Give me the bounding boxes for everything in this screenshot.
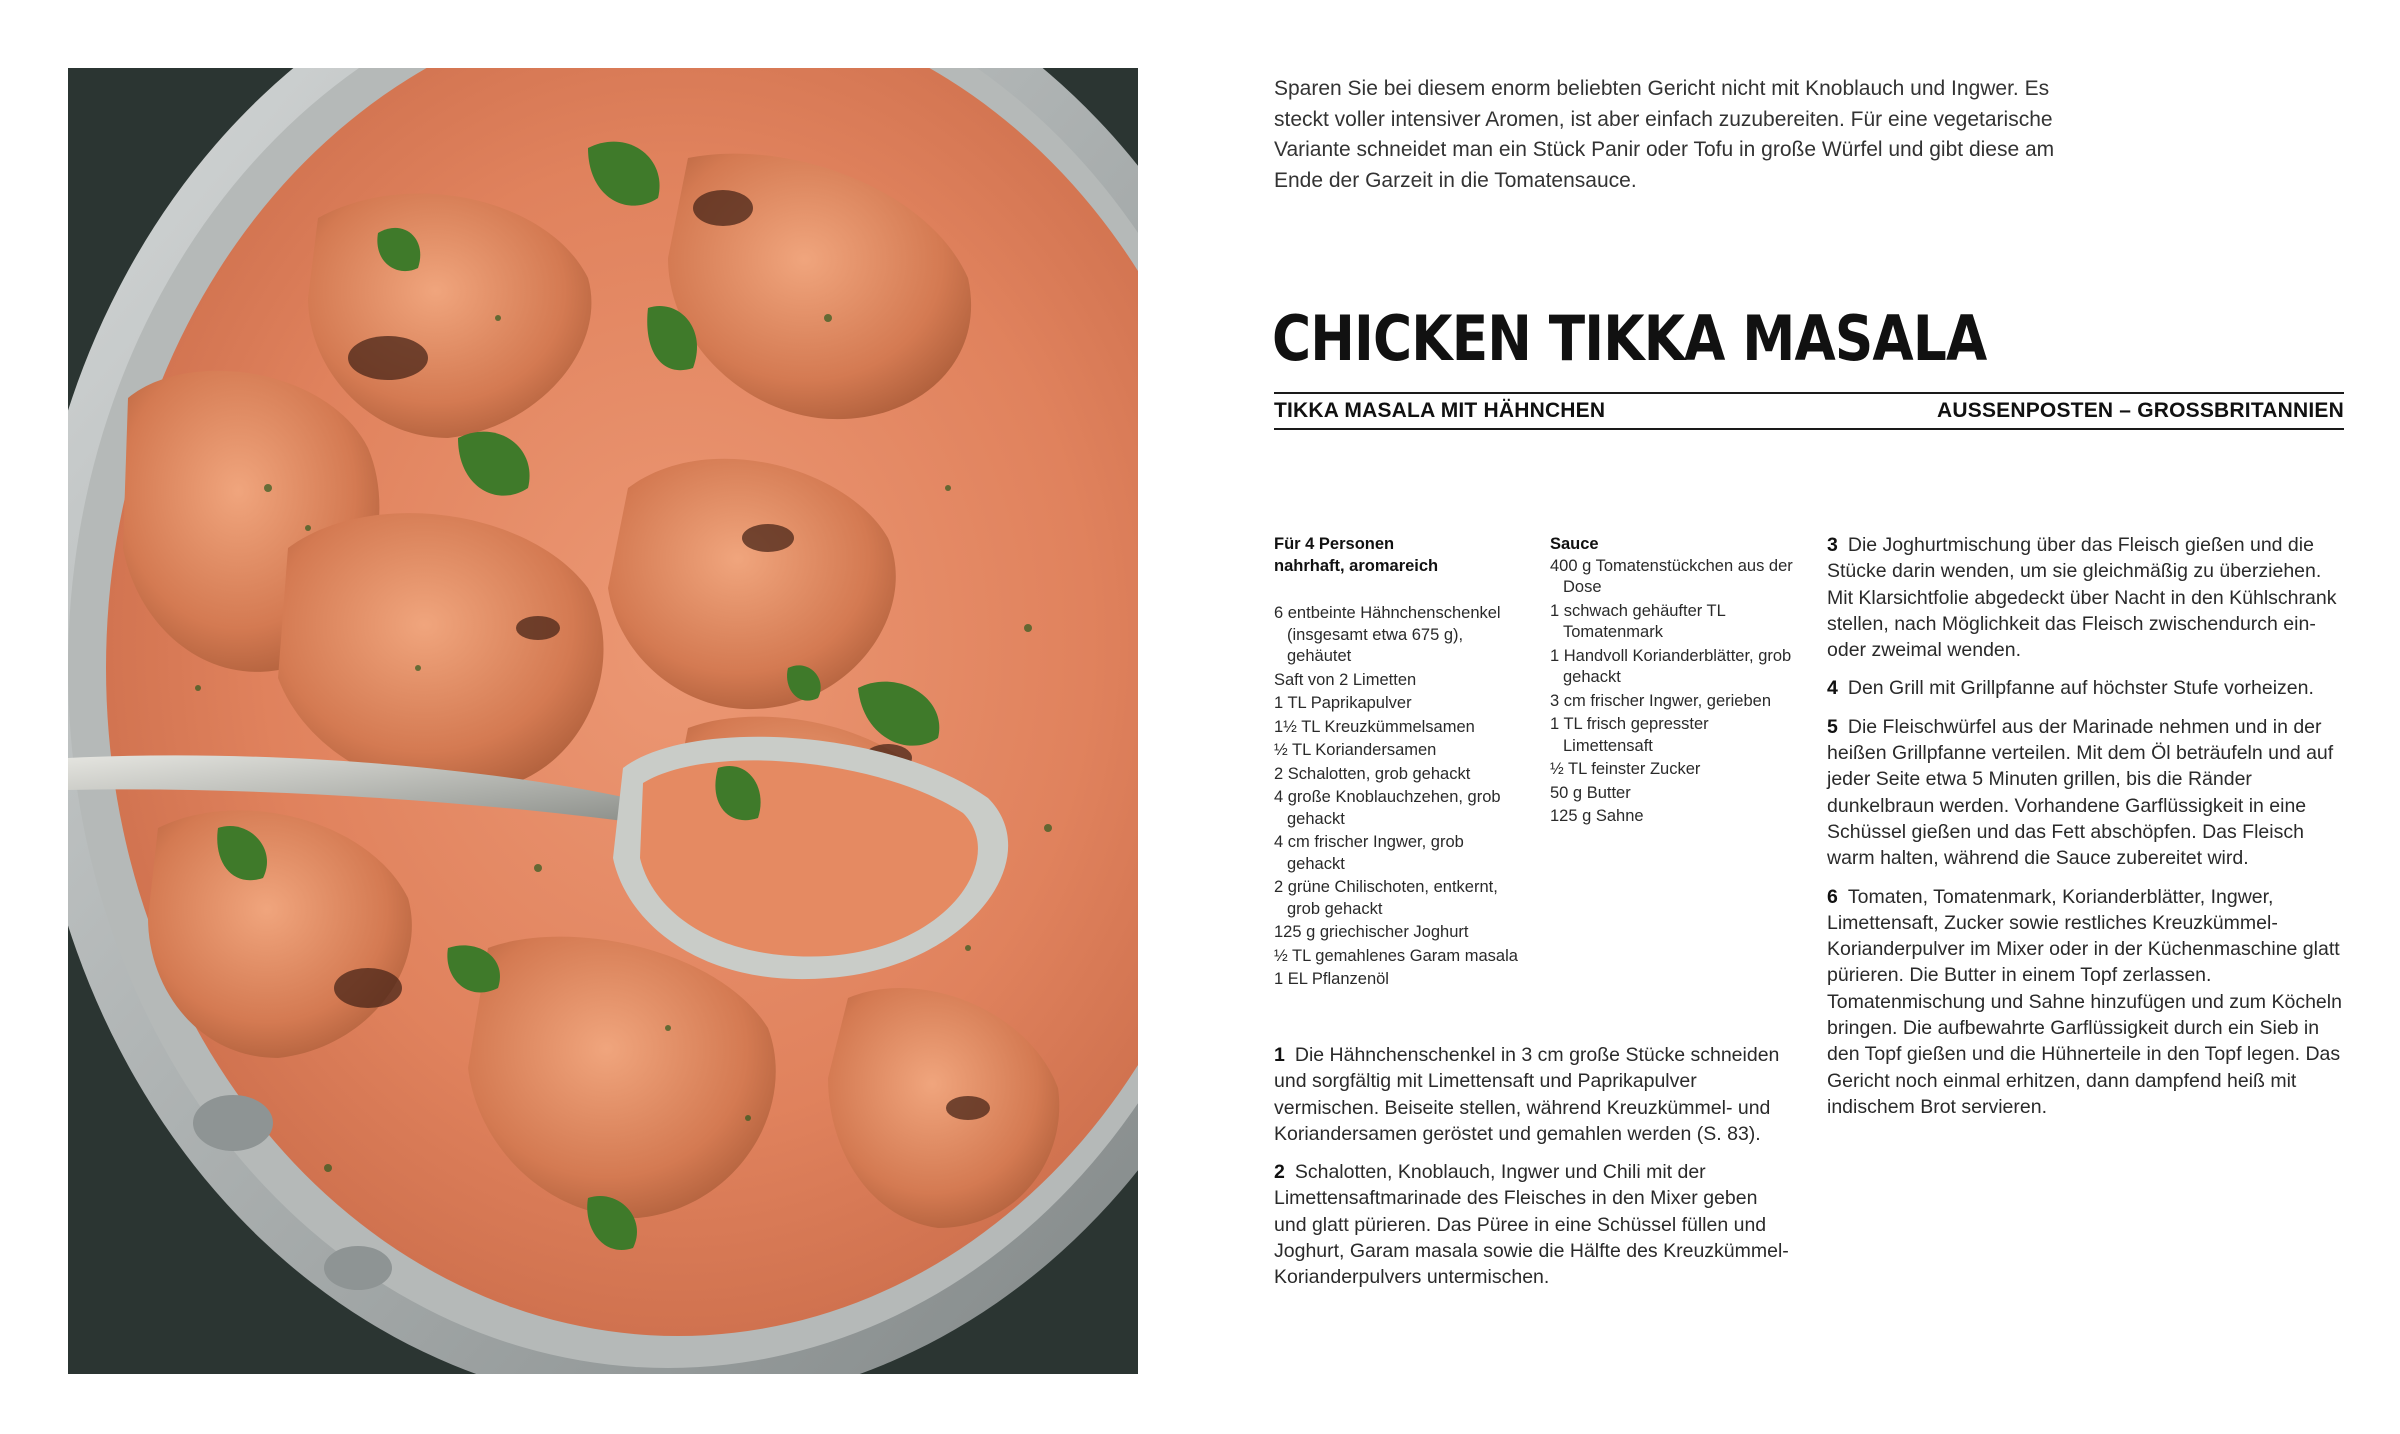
ingredient-item: ½ TL Koriandersamen: [1274, 741, 1437, 759]
servings-line: Für 4 Personen: [1274, 535, 1395, 553]
ingredient-item: 2 Schalotten, grob gehackt: [1274, 764, 1471, 783]
step-text: Die Fleischwürfel aus der Marinade nehmen und in der heißen Grillpfanne verteilen. Mit dem Öl beträufeln und auf jeder Seite etwa 5 Minuten grillen, bis die Ränder dunkelbraun werden. Vorhandene Garflüssigkeit in eine Schüssel gießen und das Fett abschöpfen. Das Fleisch warm halten, während die Sauce zubereitet wird.: [1827, 715, 2334, 870]
tikka-masala-illustration: [68, 68, 1138, 1374]
sauce-heading: Sauce: [1550, 535, 1599, 553]
sauce-ingredient-list: [1550, 556, 1798, 828]
ingredient-item: 4 cm frischer Ingwer, grob gehackt: [1274, 833, 1464, 873]
subtitle-bar: [1274, 392, 2344, 430]
method-steps-right: [1827, 532, 2347, 1132]
ingredients-column: [1274, 534, 1522, 993]
step-number: 1: [1274, 1044, 1285, 1066]
sauce-ingredient-item: 1 Handvoll Korianderblätter, grob gehackt: [1550, 646, 1792, 686]
ingredient-item: 125 g griechischer Joghurt: [1274, 923, 1469, 941]
method-step: [1827, 532, 2347, 663]
pan-rivet: [324, 1246, 392, 1290]
step-text: Die Hähnchenschenkel in 3 cm große Stücke schneiden und sorgfältig mit Limettensaft und Paprikapulver vermischen. Beiseite stellen, während Kreuzkümmel- und Koriandersamen geröstet und gemahlen werden (S. 83).: [1274, 1044, 1780, 1145]
sauce-ingredients-column: [1550, 534, 1798, 830]
sauce-ingredient-item: 1 TL frisch gepresster Limettensaft: [1550, 715, 1709, 755]
sauce-ingredient-item: ½ TL feinster Zucker: [1550, 760, 1701, 778]
sauce-ingredient-item: 3 cm frischer Ingwer, gerieben: [1550, 691, 1772, 710]
step-text: Schalotten, Knoblauch, Ingwer und Chili mit der Limettensaftmarinade des Fleisches in den Mixer geben und glatt pürieren. Das Püree in eine Schüssel füllen und Joghurt, Garam masala sowie die Hälfte des Kreuzkümmel-Korianderpulvers untermischen.: [1274, 1161, 1789, 1289]
sauce-ingredient-item: 125 g Sahne: [1550, 807, 1644, 825]
step-number: 2: [1274, 1161, 1285, 1184]
ingredient-item: 1 EL Pflanzenöl: [1274, 970, 1389, 988]
ingredient-item: 1 TL Paprikapulver: [1274, 694, 1412, 712]
ingredient-item: Saft von 2 Limetten: [1274, 670, 1417, 689]
pan-rivet: [193, 1095, 273, 1151]
method-step: [1274, 1159, 1794, 1290]
servings-descriptor: nahrhaft, aromareich: [1274, 556, 1439, 575]
step-text: Die Joghurtmischung über das Fleisch gießen und die Stücke darin wenden, um sie gleichmäßig zu überziehen. Mit Klarsichtfolie abgedeckt über Nacht in den Kühlschrank stellen, nach Möglichkeit das Fleisch zwischendurch ein- oder zweimal wenden.: [1827, 534, 2337, 662]
subtitle-german-name: TIKKA MASALA MIT HÄHNCHEN: [1274, 399, 1606, 422]
step-number: 6: [1827, 885, 1838, 908]
step-text: Tomaten, Tomatenmark, Korianderblätter, Ingwer, Limettensaft, Zucker sowie restliches Kreuzkümmel-Korianderpulver im Mixer oder in der Küchenmaschine glatt pürieren. Die Butter in einem Topf zerlassen. Tomatenmischung und Sahne hinzufügen und zum Köcheln bringen. Die aufbewahrte Garflüssigkeit durch ein Sieb in den Topf gießen und die Hühnerteile in den Topf legen. Das Gericht noch einmal erhitzen, dann dampfend heiß mit indischem Brot servieren.: [1827, 885, 2342, 1118]
ingredient-item: 2 grüne Chilischoten, entkernt, grob gehackt: [1274, 878, 1498, 918]
intro-paragraph: Sparen Sie bei diesem enorm beliebten Gericht nicht mit Knoblauch und Ingwer. Es steckt voller intensiver Aromen, ist aber einfach zuzubereiten. Für eine vegetarische Variante schneidet man ein Stück Panir oder Tofu in große Würfel und gibt diese am Ende der Garzeit in die Tomatensauce.: [1274, 77, 2055, 192]
ingredient-item: 4 große Knoblauchzehen, grob gehackt: [1274, 788, 1501, 828]
method-step: [1274, 1042, 1794, 1147]
sauce-ingredient-item: 400 g Tomatenstückchen aus der Dose: [1550, 556, 1793, 596]
step-number: 5: [1827, 715, 1838, 738]
step-number: 4: [1827, 677, 1838, 700]
ingredient-item: ½ TL gemahlenes Garam masala: [1274, 946, 1518, 965]
subtitle-region: AUSSENPOSTEN – GROSSBRITANNIEN: [1937, 399, 2344, 422]
sauce-ingredient-item: 50 g Butter: [1550, 783, 1631, 802]
method-step: [1827, 714, 2347, 872]
ingredient-list: [1274, 603, 1522, 991]
recipe-photo: [68, 68, 1138, 1374]
step-number: 3: [1827, 534, 1838, 556]
ingredient-item: 1½ TL Kreuzkümmelsamen: [1274, 717, 1475, 736]
method-step: [1827, 675, 2347, 701]
method-step: [1827, 884, 2347, 1121]
sauce-ingredient-item: 1 schwach gehäufter TL Tomatenmark: [1550, 601, 1726, 641]
method-steps-left: [1274, 1042, 1794, 1303]
step-text: Den Grill mit Grillpfanne auf höchster Stufe vorheizen.: [1847, 677, 2314, 700]
recipe-title: CHICKEN TIKKA MASALA: [1272, 302, 1987, 375]
ingredient-item: 6 entbeinte Hähnchenschenkel (insgesamt etwa 675 g), gehäutet: [1274, 604, 1501, 665]
